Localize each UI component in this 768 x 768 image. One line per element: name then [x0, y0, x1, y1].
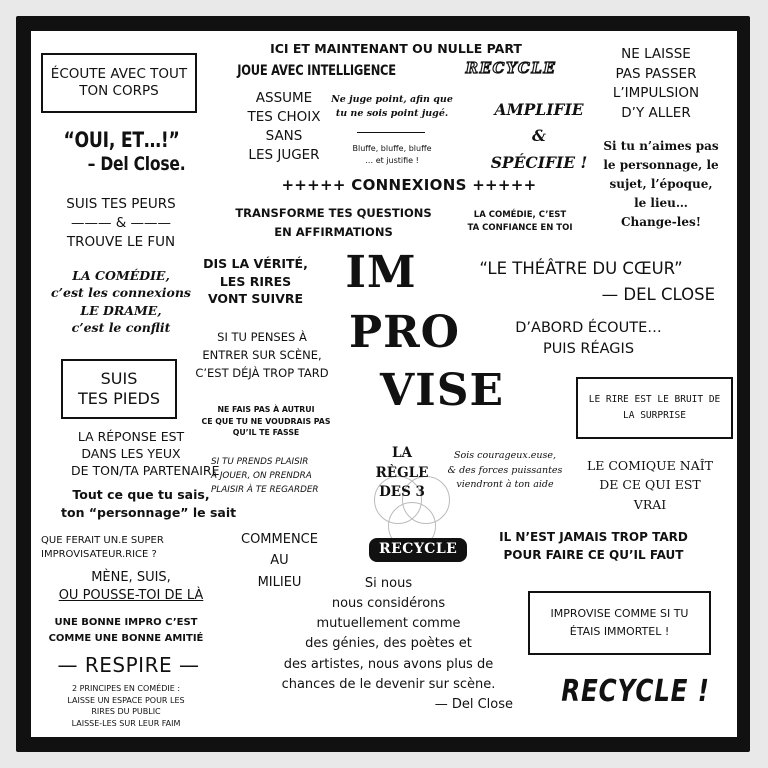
quote-plaisir-jouer: SI TU PRENDS PLAISIR À JOUER, ON PRENDRA PLAISIR À TE REGARDER	[211, 457, 319, 496]
quote-change-les: Si tu n’aimes pas le personnage, le sujet, l’époque, le lieu… Change-les!	[603, 139, 719, 229]
quote-commence-milieu: COMMENCE AU MILIEU	[241, 532, 318, 590]
quote-respire: — RESPIRE —	[57, 653, 200, 677]
quote-si-nous: Si nous nous considérons mutuellement comme des génies, des poètes et des artistes, nous avons plus de chances de le devenir sur scène. — Del Close	[281, 576, 513, 712]
quote-verite: DIS LA VÉRITÉ, LES RIRES VONT SUIVRE	[203, 256, 308, 306]
quote-comique-nait: LE COMIQUE NAÎT DE CE QUI EST VRAI	[586, 458, 714, 512]
quote-assume: ASSUME TES CHOIX SANS LES JUGER	[247, 90, 321, 164]
quote-bonne-impro: UNE BONNE IMPRO C’EST COMME UNE BONNE AMITIÉ	[48, 617, 204, 644]
quote-joue-intelligence: JOUE AVEC INTELLIGENCE	[237, 63, 396, 79]
quote-ne-fais-pas: NE FAIS PAS À AUTRUI CE QUE TU NE VOUDRAIS PAS QU’IL TE FASSE	[201, 405, 331, 438]
quote-recycle-big: RECYCLE !	[561, 674, 710, 709]
quote-theatre-coeur: “LE THÉÂTRE DU CŒUR” — DEL CLOSE	[479, 259, 715, 305]
quote-connexions: +++++ CONNEXIONS +++++	[281, 176, 537, 194]
quote-super-impro: QUE FERAIT UN.E SUPER IMPROVISATEUR.RICE ?	[41, 535, 164, 560]
badge-recycle: RECYCLE	[369, 538, 459, 562]
quote-recycle-outline: RECYCLE	[465, 59, 557, 77]
quote-ici-maintenant: ICI ET MAINTENANT OU NULLE PART	[270, 41, 522, 56]
quote-amplifie: AMPLIFIE & SPÉCIFIE !	[490, 100, 588, 172]
quote-regle-des-3: LA RÈGLE DES 3	[375, 445, 429, 501]
quote-deux-principes: 2 PRINCIPES EN COMÉDIE : LAISSE UN ESPACE POUR LES RIRES DU PUBLIC LAISSE-LES SUR LEUR FAIM	[67, 684, 185, 728]
quote-comedie-connexions: LA COMÉDIE, c’est les connexions LE DRAME, c’est le conflit	[51, 268, 191, 335]
quote-transforme: TRANSFORME TES QUESTIONS EN AFFIRMATIONS	[235, 206, 432, 239]
quote-comedie-confiance: LA COMÉDIE, C’EST TA CONFIANCE EN TOI	[467, 210, 573, 233]
quote-suis-peurs: SUIS TES PEURS ——— & ——— TROUVE LE FUN	[66, 196, 176, 250]
quote-oui-et: “OUI, ET…!” – Del Close.	[63, 128, 186, 176]
poster-canvas	[31, 31, 737, 737]
title-vise: VISE	[379, 365, 505, 416]
divider-line	[357, 132, 425, 133]
quote-rire-bruit: LE RIRE EST LE BRUIT DE LA SURPRISE	[576, 377, 733, 439]
quote-abord-ecoute: D’ABORD ÉCOUTE… PUIS RÉAGIS	[515, 320, 662, 358]
quote-courageux: Sois courageux.euse, & des forces puissantes viendront à ton aide	[447, 450, 563, 491]
quote-ecoute-corps: ÉCOUTE AVEC TOUT TON CORPS	[41, 53, 197, 113]
quote-immortel: IMPROVISE COMME SI TU ÉTAIS IMMORTEL !	[528, 591, 711, 655]
quote-mene-suis: MÈNE, SUIS, OU POUSSE-TOI DE LÀ	[58, 570, 204, 604]
quote-personnage-sait: Tout ce que tu sais, ton “personnage” le sait	[61, 487, 237, 521]
title-pro: PRO	[349, 307, 460, 358]
quote-bluffe: Bluffe, bluffe, bluffe … et justifie !	[352, 144, 432, 165]
quote-ne-juge: Ne juge point, afin que tu ne sois point jugé.	[331, 94, 453, 119]
quote-ne-laisse: NE LAISSE PAS PASSER L’IMPULSION D’Y ALLER	[612, 46, 700, 121]
title-im: IM	[345, 247, 417, 298]
quote-penses-entrer: SI TU PENSES À ENTRER SUR SCÈNE, C’EST DÉJÀ TROP TARD	[195, 330, 329, 380]
quote-reponse-yeux: LA RÉPONSE EST DANS LES YEUX DE TON/TA PARTENAIRE	[71, 429, 220, 478]
quote-suis-pieds: SUIS TES PIEDS	[61, 359, 177, 419]
quote-jamais-tard: IL N’EST JAMAIS TROP TARD POUR FAIRE CE QU’IL FAUT	[499, 530, 688, 562]
